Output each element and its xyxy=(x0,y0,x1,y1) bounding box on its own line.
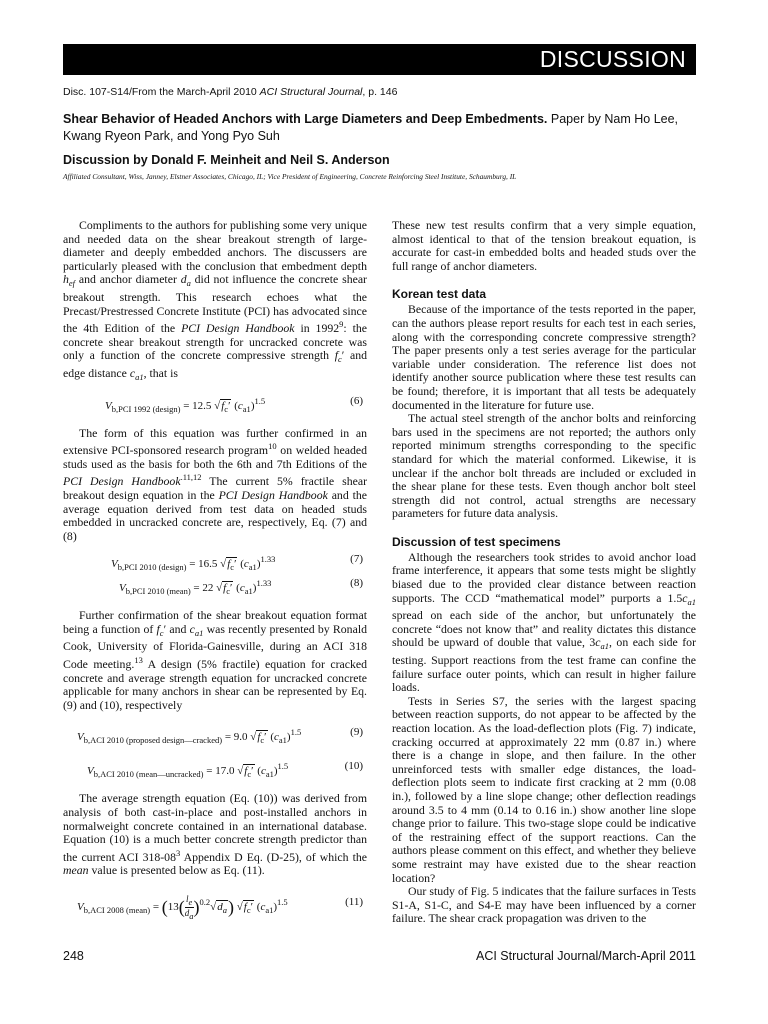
disc-ref-prefix: Disc. 107-S14/From the March-April 2010 xyxy=(63,86,260,98)
equation-8: $V_{b,PCI 2010 (mean)} = 22$ $√f_c'$ $(c_{a1})^{1.33}$ (8) xyxy=(119,577,363,597)
paragraph: The actual steel strength of the anchor bolts and reinforcing bars used in the specimens are not reported; the authors only reported minimum strengths corresponding to the specific standard for which the material conformed. Likewise, it is unclear if the anchor bolt threads are included or excluded in the shear plane for these tests. Even though anchor bolt steel strength did not control, actual strengths are necessary parameters for future data analysis. xyxy=(392,411,696,521)
disc-ref-journal: ACI Structural Journal xyxy=(259,86,363,98)
paragraph: Compliments to the authors for publishing some very unique and needed data on the shear breakout strength of large-diameter and deeply embedded anchors. The discussers are particularly pleased with the conclusion that embedment depth $h_{ef}$ and anchor diameter $d_a$ did not influence the concrete shear breakout strength. This research echoes what the Precast/Prestressed Concrete Institute (PCI) has advocated since the 4th Edition of the PCI Design Handbook in 1992$^9$: the concrete shear breakout strength for uncracked concrete was only a function of the concrete compressive strength $f_c'$ and edge distance $c_{a1}$, that is xyxy=(63,218,368,382)
left-column xyxy=(63,219,367,932)
affiliation: Affiliated Consultant, Wiss, Janney, Elstner Associates, Chicago, IL; Vice President of Engineering, Concrete Reinforcing Steel Institute, Schaumburg, IL xyxy=(63,172,517,181)
right-column xyxy=(392,219,696,926)
paper-title-block xyxy=(63,111,703,145)
journal-footer: ACI Structural Journal/March-April 2011 xyxy=(476,949,696,963)
equation-6: $V_{b,PCI 1992 (design)} = 12.5$ $√f_c'$ $(c_{a1})^{1.5}$ (6) xyxy=(105,394,363,414)
paper-title: Shear Behavior of Headed Anchors with Large Diameters and Deep Embedments. xyxy=(63,112,548,126)
paragraph: The average strength equation (Eq. (10)) was derived from analysis of both cast-in-place and post-installed anchors in normalweight concrete contained in an international database. Equation (10) is a much better concrete strength predictor than the current ACI $318-08^3$ Appendix D Eq. (D-25), of which the mean value is presented below as Eq. (11). xyxy=(63,791,367,878)
paper-authors: Paper by Nam Ho Lee, Kwang Ryeon Park, and Yong Pyo Suh xyxy=(63,112,679,143)
section-banner: DISCUSSION xyxy=(63,44,696,75)
paragraph: Further confirmation of the shear breakout equation format being a function of $f_c'$ and $c_{a1}$ was recently presented by Ronald Cook, University of Florida-Gainesville, during an ACI 318 Code meeting.$^{13}$ A design (5% fractile) equation for cracked concrete and average strength equation for uncracked concrete applicable for many anchors in shear can be represented by Eq. (9) and (10), respectively xyxy=(63,608,367,712)
paragraph: These new test results confirm that a very simple equation, almost identical to that of the tension breakout equation, is accurate for cast-in embedded bolts and headed studs over the full range of anchor diameters. xyxy=(392,218,696,273)
paragraph: Tests in Series S7, the series with the largest spacing between reaction supports, do not appear to be affected by the reaction location. As the load-deflection plots (Fig. 7) indicate, cracking occurred at approximately 22 mm (0.87 in.) where there is a change in slope, and then failure. In the other unreinforced tests with smaller edge distances, the load-deflection plots seem to indicate first cracking at 2 mm (0.08 in.), followed by a line slope change; other deflection readings around 3.5 to 4 mm (0.14 to 0.16 in.) show another line slope change prior to failure. This two-stage slope could be indicative of the restraining effect of the support reactions. Can the authors please comment on this effect, and whether they believe some restraint may have existed due to the shear reaction location? xyxy=(392,693,696,885)
paragraph: The form of this equation was further confirmed in an extensive PCI-sponsored research program$^{10}$ on welded headed studs used as the basis for both the 6th and 7th Editions of the PCI Design Handbook$^{.11,12}$ The current 5% fractile shear breakout design equation in the PCI Design Handbook and the average equation derived from test data on headed studs embedded in uncracked concrete are, respectively, Eq. (7) and (8) xyxy=(63,425,368,543)
disc-ref-suffix: , p. 146 xyxy=(362,86,398,98)
equation-10: $V_{b,ACI 2010 (mean—uncracked)} = 17.0$ $√f_c'$ $(c_{a1})^{1.5}$ (10) xyxy=(87,760,363,780)
paragraph: Although the researchers took strides to avoid anchor load frame interference, it appears that some tests might be slightly biased due to the provided clear distance between reaction supports. The CCD “mathematical model” purports a $1.5c_{a1}$ spread on each side of the anchor, but unfortunately the concrete “does not know that” and reality dictates this distance should be upward of double that value, $3c_{a1}$, on each side for testing. Support reactions from the test frame can confine the failure surface outer points, which can result in higher failure loads. xyxy=(392,549,696,695)
paragraph: Our study of Fig. 5 indicates that the failure surfaces in Tests S1-A, S1-C, and S4-E may have been influenced by a corner failure. The shear crack propagation was driven to the xyxy=(392,884,696,926)
discussants: Discussion by Donald F. Meinheit and Neil S. Anderson xyxy=(63,153,390,167)
section-heading-test-specimens: Discussion of test specimens xyxy=(392,534,561,549)
section-heading-korean-test-data: Korean test data xyxy=(392,287,487,302)
page-number: 248 xyxy=(63,949,84,963)
equation-7: $V_{b,PCI 2010 (design)} = 16.5$ $√f_c'$ $(c_{a1})^{1.33}$ (7) xyxy=(111,553,363,573)
equation-9: $V_{b,ACI 2010 (proposed design—cracked)} = 9.0$ $√f_c'$ $(c_{a1})^{1.5}$ (9) xyxy=(77,726,363,746)
equation-11: $V_{b,ACI 2008 (mean)} = (13$( $\frac{le}{da}$ )$^{0.2}√d_a$) $√f_c'$ $(c_{a1})^{1.5}$ (11) xyxy=(77,894,363,921)
discussion-reference xyxy=(63,86,703,98)
paragraph: Because of the importance of the tests reported in the paper, can the authors please report results for each test in each series, along with the corresponding concrete compressive strength? The paper presents only a test series average for the particular variable under consideration. The reference list does not identify another source publication where these test results can be found; therefore, it is important that all tests be adequately documented in the literature for future use. xyxy=(392,302,696,412)
